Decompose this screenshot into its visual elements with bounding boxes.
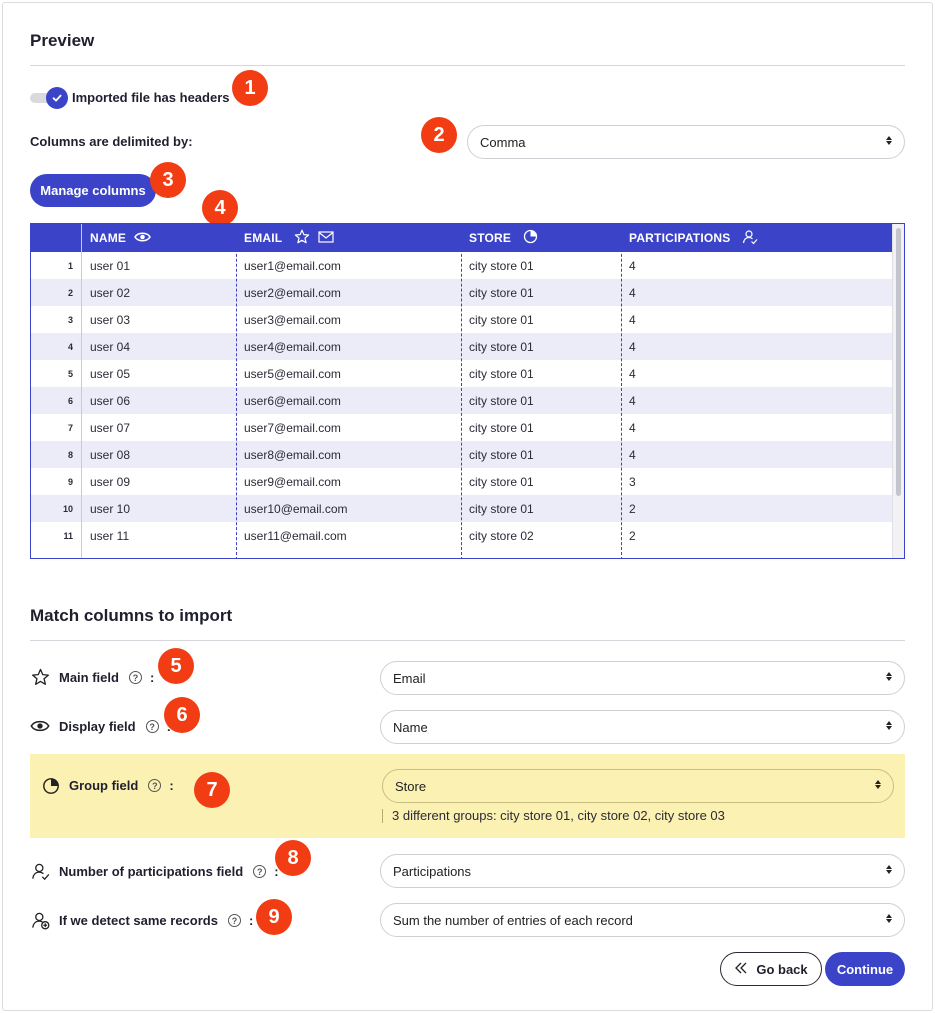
star-icon (294, 229, 310, 248)
select-arrows-icon (886, 136, 892, 145)
select-arrows-icon (886, 914, 892, 923)
same-records-text: If we detect same records (59, 913, 218, 928)
table-cell-email: user7@email.com (244, 420, 341, 435)
step-badge-8: 8 (275, 840, 311, 876)
table-cell-store: city store 02 (469, 528, 534, 543)
participations-field-select[interactable] (380, 854, 905, 888)
select-arrows-icon (886, 721, 892, 730)
step-badge-4: 4 (202, 190, 238, 226)
headers-toggle-label: Imported file has headers (72, 90, 230, 105)
help-icon[interactable]: ? (228, 914, 241, 927)
same-records-value: Sum the number of entries of each record (393, 912, 633, 928)
table-cell-email: user6@email.com (244, 393, 341, 408)
table-cell-store: city store 01 (469, 258, 534, 273)
delimiter-label: Columns are delimited by: (30, 134, 193, 149)
table-cell-name: user 09 (90, 474, 131, 489)
row-number: 7 (67, 422, 73, 433)
row-number: 10 (62, 503, 73, 514)
step-badge-7: 7 (194, 772, 230, 808)
display-field-value: Name (393, 719, 428, 735)
table-cell-email: user11@email.com (244, 528, 347, 543)
column-header-label: PARTICIPATIONS (629, 231, 731, 245)
table-cell-participations: 4 (629, 258, 636, 273)
participations-field-value: Participations (393, 863, 472, 879)
participations-field-label (59, 864, 279, 879)
table-cell-participations: 2 (629, 501, 636, 516)
table-cell-participations: 4 (629, 312, 636, 327)
table-cell-name: user 05 (90, 366, 131, 381)
table-cell-store: city store 01 (469, 393, 534, 408)
table-cell-store: city store 01 (469, 420, 534, 435)
column-divider (621, 224, 622, 559)
double-chevron-left-icon (734, 962, 748, 977)
column-header-name[interactable] (82, 224, 236, 252)
table-cell-email: user9@email.com (244, 474, 341, 489)
colon: : (274, 864, 279, 879)
table-cell-email: user10@email.com (244, 501, 348, 516)
table-cell-participations: 4 (629, 339, 636, 354)
eye-icon (30, 716, 50, 736)
table-cell-store: city store 01 (469, 474, 534, 489)
table-header (31, 224, 894, 252)
table-cell-name: user 08 (90, 447, 131, 462)
headers-toggle[interactable] (30, 87, 68, 109)
table-cell-email: user4@email.com (244, 339, 341, 354)
select-arrows-icon (875, 780, 881, 789)
table-row[interactable] (31, 306, 894, 333)
mail-icon (318, 231, 334, 246)
group-field-hint: 3 different groups: city store 01, city store 02, city store 03 (382, 809, 725, 823)
table-scrollbar[interactable] (892, 224, 904, 558)
table-cell-email: user3@email.com (244, 312, 341, 327)
help-icon[interactable]: ? (148, 779, 161, 792)
display-field-select[interactable] (380, 710, 905, 744)
table-cell-participations: 4 (629, 285, 636, 300)
table-cell-email: user1@email.com (244, 258, 341, 273)
table-cell-email: user2@email.com (244, 285, 341, 300)
table-cell-store: city store 01 (469, 285, 534, 300)
main-field-text: Main field (59, 670, 119, 685)
display-field-label (59, 719, 171, 734)
select-arrows-icon (886, 865, 892, 874)
table-cell-name: user 02 (90, 285, 131, 300)
table-cell-name: user 04 (90, 339, 131, 354)
table-cell-name: user 11 (90, 528, 130, 543)
star-icon (30, 667, 50, 687)
select-arrows-icon (886, 672, 892, 681)
step-badge-3: 3 (150, 162, 186, 198)
eye-icon (134, 231, 151, 246)
table-cell-name: user 01 (90, 258, 131, 273)
match-title: Match columns to import (30, 606, 233, 625)
delimiter-select[interactable] (467, 125, 905, 159)
table-cell-store: city store 01 (469, 312, 534, 327)
table-cell-store: city store 01 (469, 339, 534, 354)
table-cell-name: user 06 (90, 393, 131, 408)
step-badge-1: 1 (232, 70, 268, 106)
check-icon (46, 87, 68, 109)
table-cell-name: user 10 (90, 501, 131, 516)
table-cell-store: city store 01 (469, 447, 534, 462)
column-divider (461, 224, 462, 559)
colon: : (169, 778, 174, 793)
column-header-store[interactable] (461, 224, 621, 252)
table-row[interactable] (31, 279, 894, 306)
help-icon[interactable]: ? (129, 671, 142, 684)
table-cell-store: city store 01 (469, 501, 534, 516)
table-row[interactable] (31, 252, 894, 279)
table-cell-email: user5@email.com (244, 366, 341, 381)
same-records-select[interactable] (380, 903, 905, 937)
table-cell-name: user 07 (90, 420, 131, 435)
display-field-text: Display field (59, 719, 136, 734)
column-divider (236, 224, 237, 559)
participations-icon (742, 229, 758, 248)
group-field-value: Store (395, 778, 427, 794)
step-badge-2: 2 (421, 117, 457, 153)
table-cell-participations: 4 (629, 393, 636, 408)
table-cell-email: user8@email.com (244, 447, 341, 462)
row-number: 5 (67, 368, 73, 379)
table-cell-store: city store 01 (469, 366, 534, 381)
scrollbar-thumb[interactable] (896, 228, 901, 496)
column-divider (81, 224, 82, 559)
table-cell-participations: 4 (629, 420, 636, 435)
colon: : (248, 913, 254, 928)
same-records-label (59, 913, 253, 928)
step-badge-6: 6 (164, 697, 200, 733)
table-cell-participations: 3 (629, 474, 636, 489)
go-back-label: Go back (756, 961, 808, 977)
table-row[interactable] (31, 333, 894, 360)
help-icon[interactable]: ? (146, 720, 159, 733)
main-field-value: Email (393, 670, 426, 686)
group-field-select[interactable] (382, 769, 894, 803)
row-number: 3 (67, 314, 73, 325)
participations-field-text: Number of participations field (59, 864, 244, 879)
table-row[interactable] (31, 441, 894, 468)
table-row[interactable] (31, 360, 894, 387)
pie-icon (523, 229, 538, 247)
column-header-label: STORE (469, 231, 512, 245)
help-icon[interactable]: ? (253, 865, 266, 878)
table-cell-participations: 4 (629, 366, 636, 381)
table-row[interactable] (31, 387, 894, 414)
colon: : (149, 670, 155, 685)
table-row[interactable] (31, 522, 894, 549)
row-number: 2 (67, 287, 73, 298)
table-row[interactable] (31, 468, 894, 495)
row-number: 1 (67, 260, 73, 271)
step-badge-5: 5 (158, 648, 194, 684)
table-cell-participations: 4 (629, 447, 636, 462)
main-field-label (59, 670, 154, 685)
preview-table[interactable] (30, 223, 905, 559)
column-header-participations[interactable] (621, 224, 894, 252)
table-cell-participations: 2 (629, 528, 636, 543)
group-field-text: Group field (69, 778, 139, 793)
table-row[interactable] (31, 414, 894, 441)
go-back-button[interactable] (720, 952, 822, 986)
main-field-select[interactable] (380, 661, 905, 695)
column-header-label: NAME (90, 231, 127, 245)
step-badge-9: 9 (256, 899, 292, 935)
row-number: 11 (63, 530, 73, 541)
manage-columns-button[interactable]: Manage columns (30, 174, 156, 207)
pie-icon (41, 776, 61, 796)
divider (30, 640, 905, 641)
column-header-email[interactable] (236, 224, 461, 252)
participations-icon (30, 861, 50, 881)
divider (30, 65, 905, 66)
row-number: 4 (67, 341, 73, 352)
group-field-label (69, 778, 174, 793)
row-number: 9 (67, 476, 73, 487)
preview-title: Preview (30, 31, 95, 50)
table-row[interactable] (31, 495, 894, 522)
row-number: 8 (67, 449, 73, 460)
delimiter-select-value: Comma (480, 134, 526, 150)
continue-button[interactable]: Continue (825, 952, 905, 986)
column-header-label: EMAIL (244, 231, 283, 245)
row-number: 6 (67, 395, 73, 406)
table-cell-name: user 03 (90, 312, 131, 327)
add-user-icon (30, 910, 50, 930)
